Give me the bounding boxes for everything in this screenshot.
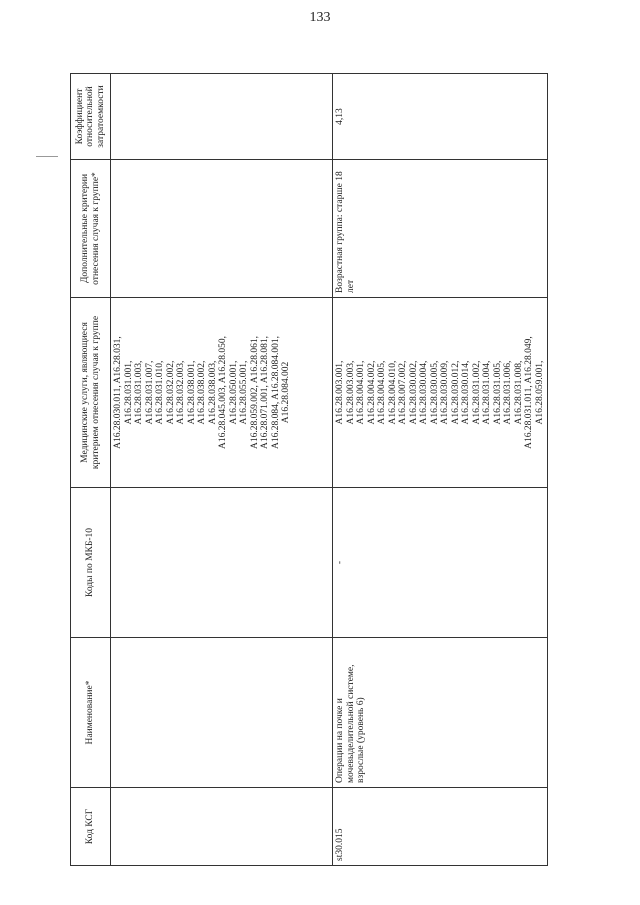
service-code-line: A16.28.050.001, (228, 360, 239, 425)
service-code-line: A16.28.030.014, (461, 360, 471, 425)
header-coef: Коэффициент относительной затратоемкости (71, 74, 111, 160)
service-code-line: A16.28.031.010, (155, 360, 165, 425)
header-code: Код КСГ (71, 788, 111, 866)
header-name: Наименование* (71, 638, 111, 788)
continuation-name-cell (111, 638, 333, 788)
service-code-line: A16.28.031.005, (492, 360, 503, 425)
service-code-line: A16.28.031.007, (144, 360, 155, 425)
service-code-line: A16.28.004.002, (366, 360, 377, 425)
service-code-line: A16.28.038.001, (186, 360, 197, 425)
continuation-icd-cell (111, 488, 333, 638)
service-code-line: A16.28.003.001, (335, 360, 345, 425)
service-code-line: A16.28.030.011, A16.28.031, (113, 336, 123, 449)
header-icd: Коды по МКБ-10 (71, 488, 111, 638)
margin-mark (36, 156, 58, 157)
service-code-line: A16.28.071.001, A16.28.081, (260, 336, 270, 449)
ksg-table (70, 73, 548, 866)
service-code-line: A16.28.031.003, (134, 360, 144, 425)
service-code-line: A16.28.055.001, (239, 360, 249, 425)
service-code-line: A16.28.031.011, A16.28.049, (524, 336, 534, 449)
service-code-line: A16.28.004.010, (387, 360, 398, 425)
service-code-line: A16.28.004.001, (356, 360, 366, 425)
service-code-line: A16.28.059.001, (534, 360, 545, 425)
header-services: Медицинские услуги, являющиеся критерием отнесения случая к группе (71, 298, 111, 488)
extra-criteria: Возрастная группа: старше 18 лет (333, 160, 548, 298)
continuation-code-cell (111, 788, 333, 866)
continuation-services-cell (111, 298, 333, 488)
services-cell (333, 298, 548, 488)
service-code-line: A16.28.045.003, A16.28.050, (218, 336, 228, 449)
header-extra: Дополнительные критерии отнесения случая к группе* (71, 160, 111, 298)
page-number: 133 (309, 10, 331, 25)
continuation-row (111, 74, 333, 866)
header-row (71, 74, 111, 866)
service-code-line: A16.28.031.002, (471, 360, 482, 425)
cost-coefficient: 4,13 (333, 74, 548, 160)
service-code-line: A16.28.031.008, (513, 360, 524, 425)
service-code-line: A16.28.004.005, (377, 360, 387, 425)
service-code-line: A16.28.031.006, (503, 360, 513, 425)
service-code-line: A16.28.032.002, (165, 360, 176, 425)
service-code-line: A16.28.032.003, (176, 360, 186, 425)
service-code-line: A16.28.031.001, (123, 360, 134, 425)
rotated-table-frame (70, 74, 545, 866)
continuation-coef-cell (111, 74, 333, 160)
service-code-line: A16.28.031.004, (482, 360, 492, 425)
service-code-line: A16.28.030.009, (440, 360, 450, 425)
ksg-name: Операции на почке и мочевыделительной системе, взрослые (уровень 6) (333, 638, 548, 788)
service-code-line: A16.28.038.002, (197, 360, 207, 425)
service-code-line: A16.28.059.002, A16.28.061, (249, 336, 260, 449)
service-code-line: A16.28.030.012, (450, 360, 461, 425)
service-code-line: A16.28.030.002, (408, 360, 419, 425)
table-row (333, 74, 548, 866)
service-code-line: A16.28.007.002, (398, 360, 408, 425)
ksg-code: st30.015 (333, 788, 548, 866)
icd-codes: - (333, 488, 548, 638)
rotated-table-container (70, 74, 545, 866)
service-code-line: A16.28.030.004, (419, 360, 429, 425)
service-code-line: A16.28.084, A16.28.084.001, (270, 336, 281, 449)
service-code-line: A16.28.084.002 (281, 361, 291, 424)
service-code-line: A16.28.030.005, (429, 360, 440, 425)
service-code-line: A16.28.038.003, (207, 360, 218, 425)
continuation-extra-cell (111, 160, 333, 298)
service-code-line: A16.28.003.003, (345, 360, 356, 425)
